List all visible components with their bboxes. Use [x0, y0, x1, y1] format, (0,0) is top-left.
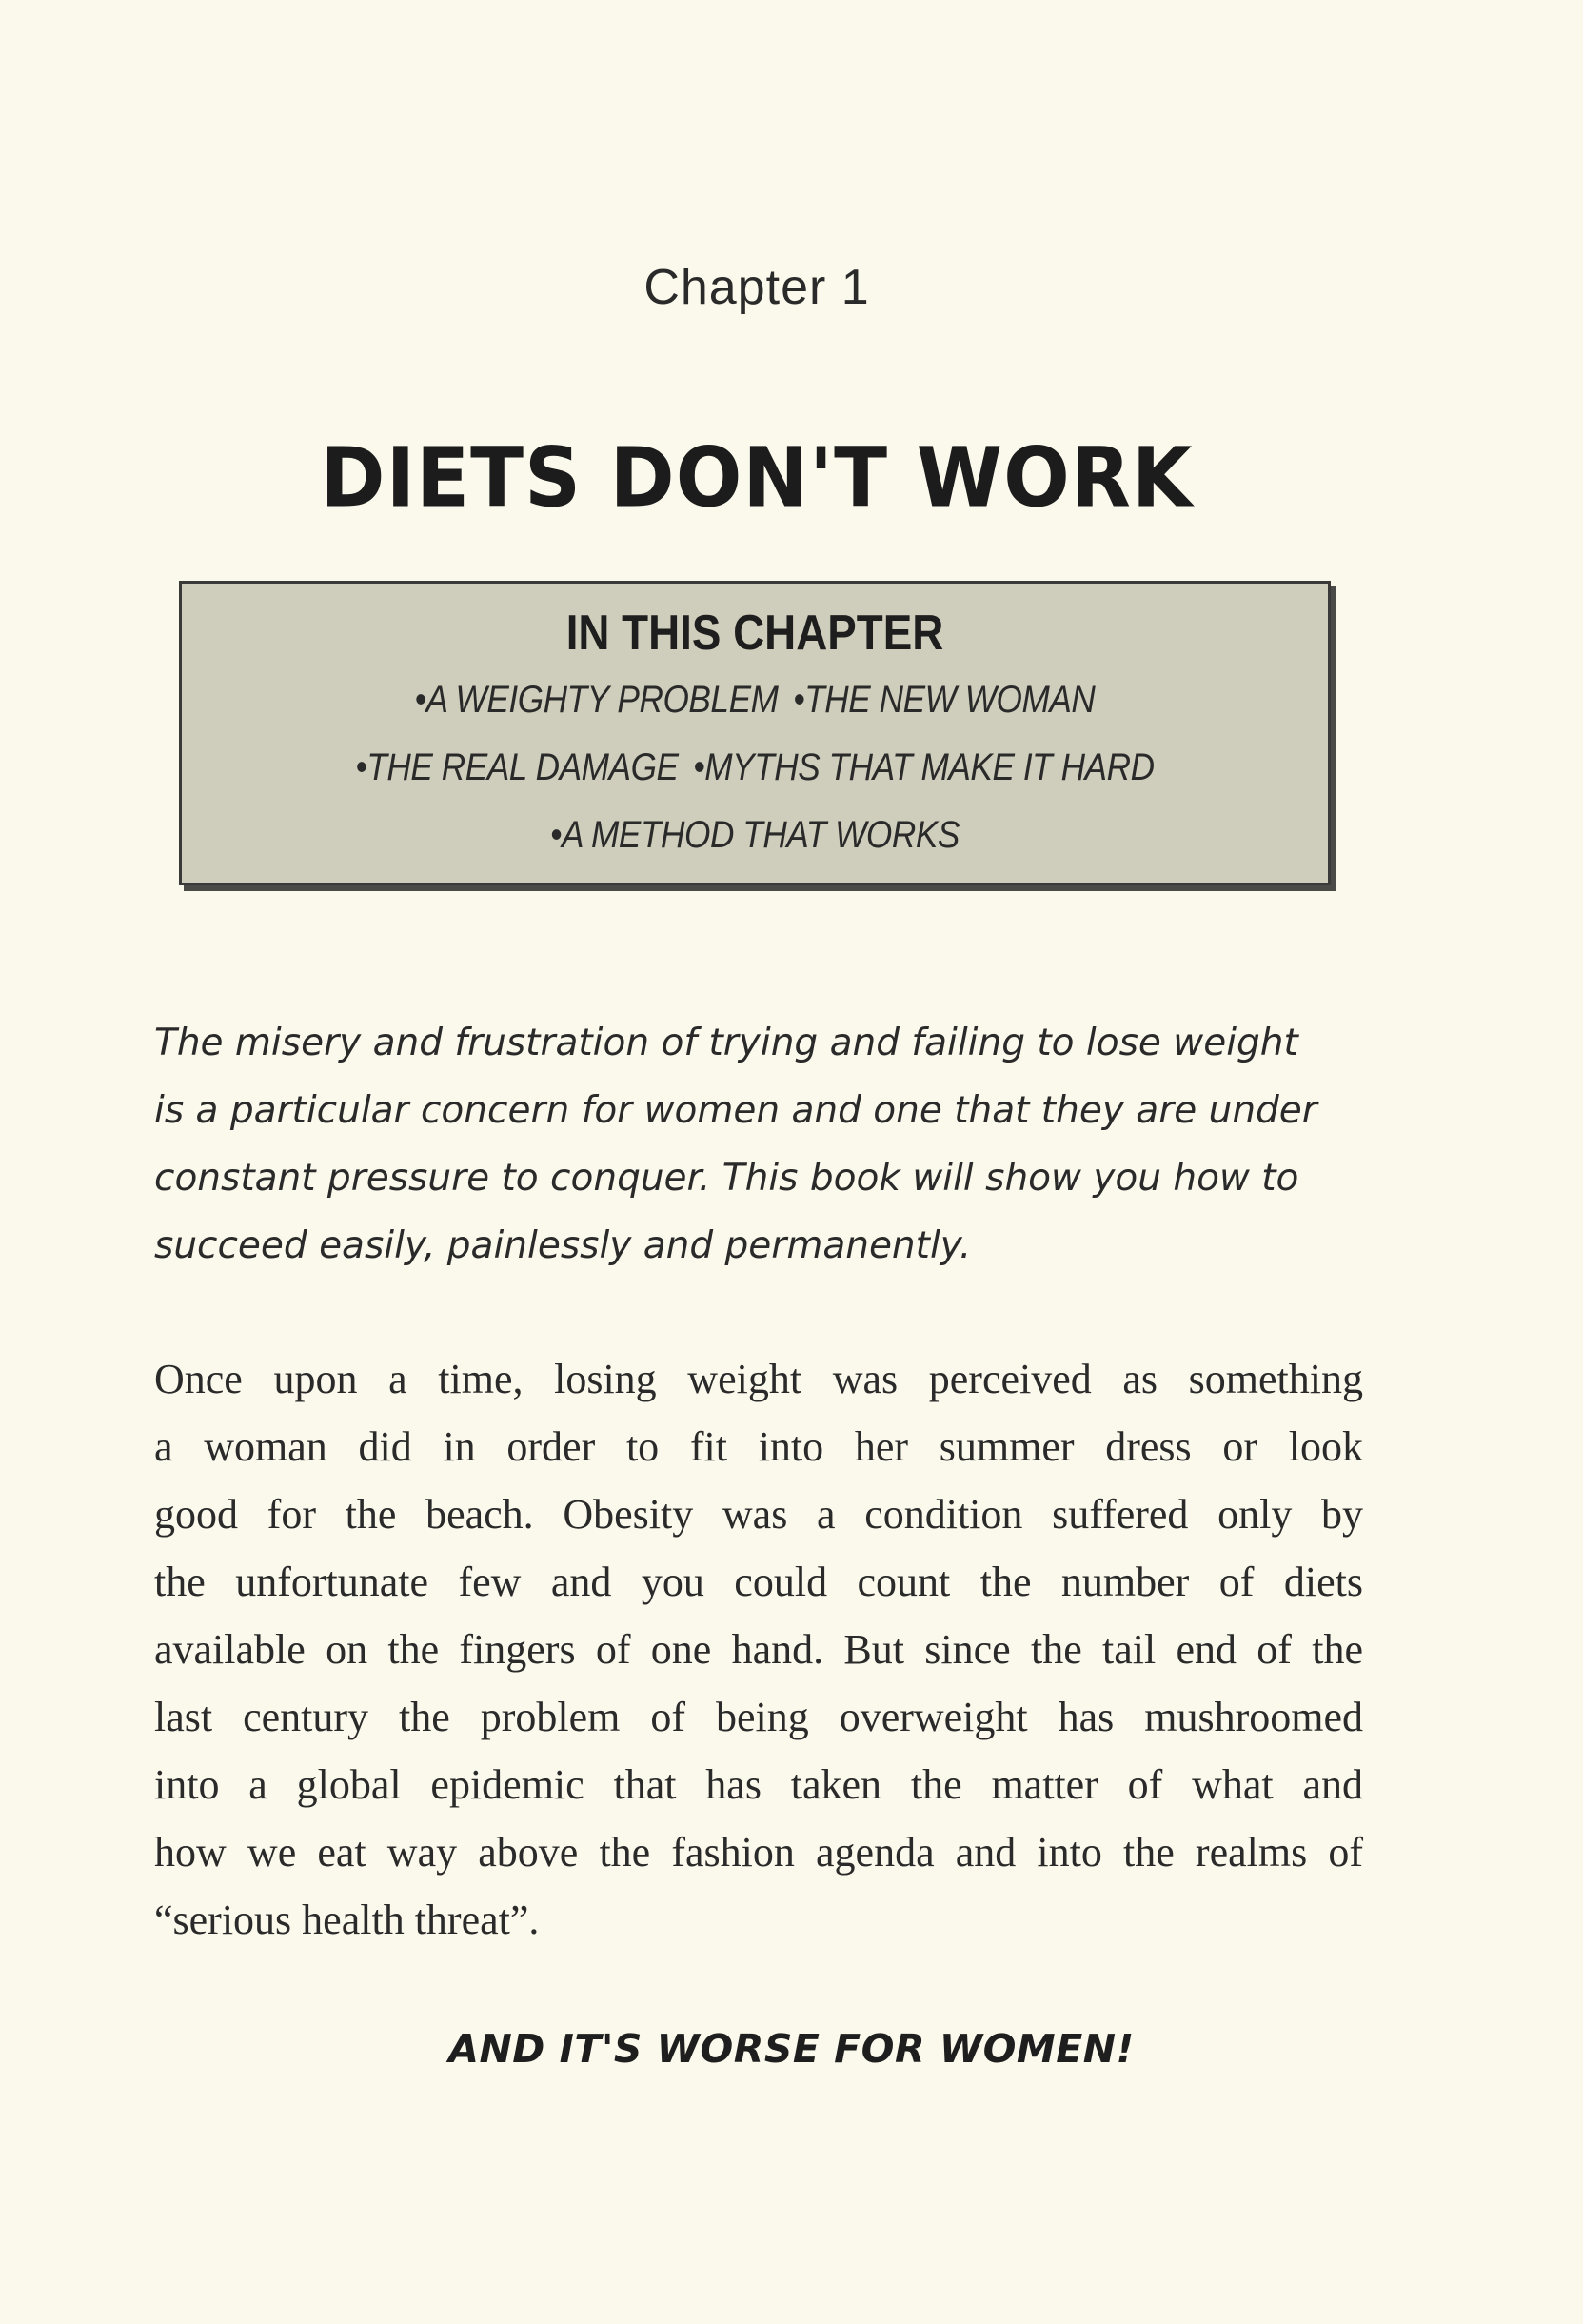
intro-line: constant pressure to conquer. This book will show you how to [154, 1157, 1299, 1200]
intro-line: succeed easily, painlessly and permanently. [154, 1224, 972, 1267]
body-line: last century the problem of being overweight has mushroomed [154, 1694, 1363, 1740]
chapter-number: Chapter 1 [643, 260, 870, 315]
in-this-chapter-box [179, 581, 1331, 885]
body-line: “serious health threat”. [154, 1897, 540, 1943]
chapter-title: DIETS DON'T WORK [320, 430, 1194, 526]
body-line: good for the beach. Obesity was a condition suffered only by [154, 1491, 1363, 1538]
chapter-topics-line-2 [250, 746, 1259, 789]
chapter-topics-line-3 [250, 814, 1259, 857]
body-line: the unfortunate few and you could count the number of diets [154, 1559, 1363, 1605]
body-line: a woman did in order to fit into her summer dress or look [154, 1423, 1363, 1470]
chapter-topic: •THE NEW WOMAN [793, 679, 1096, 721]
body-paragraph [154, 1345, 1363, 1954]
chapter-topic: •A METHOD THAT WORKS [550, 814, 960, 856]
body-line: how we eat way above the fashion agenda and into the realms of [154, 1829, 1363, 1876]
chapter-topic: •A WEIGHTY PROBLEM [414, 679, 779, 721]
intro-line: The misery and frustration of trying and failing to lose weight [154, 1022, 1298, 1064]
chapter-topic: •MYTHS THAT MAKE IT HARD [693, 746, 1155, 788]
intro-paragraph [154, 1009, 1363, 1280]
chapter-topic: •THE REAL DAMAGE [355, 746, 679, 788]
chapter-topics-line-1 [250, 679, 1259, 722]
intro-line: is a particular concern for women and one that they are under [154, 1089, 1317, 1132]
section-subheading: AND IT'S WORSE FOR WOMEN! [448, 2026, 1135, 2072]
in-this-chapter-heading: IN THIS CHAPTER [565, 606, 944, 661]
body-line: into a global epidemic that has taken the matter of what and [154, 1761, 1363, 1808]
body-line: available on the fingers of one hand. But since the tail end of the [154, 1626, 1363, 1673]
body-line: Once upon a time, losing weight was perceived as something [154, 1356, 1363, 1402]
